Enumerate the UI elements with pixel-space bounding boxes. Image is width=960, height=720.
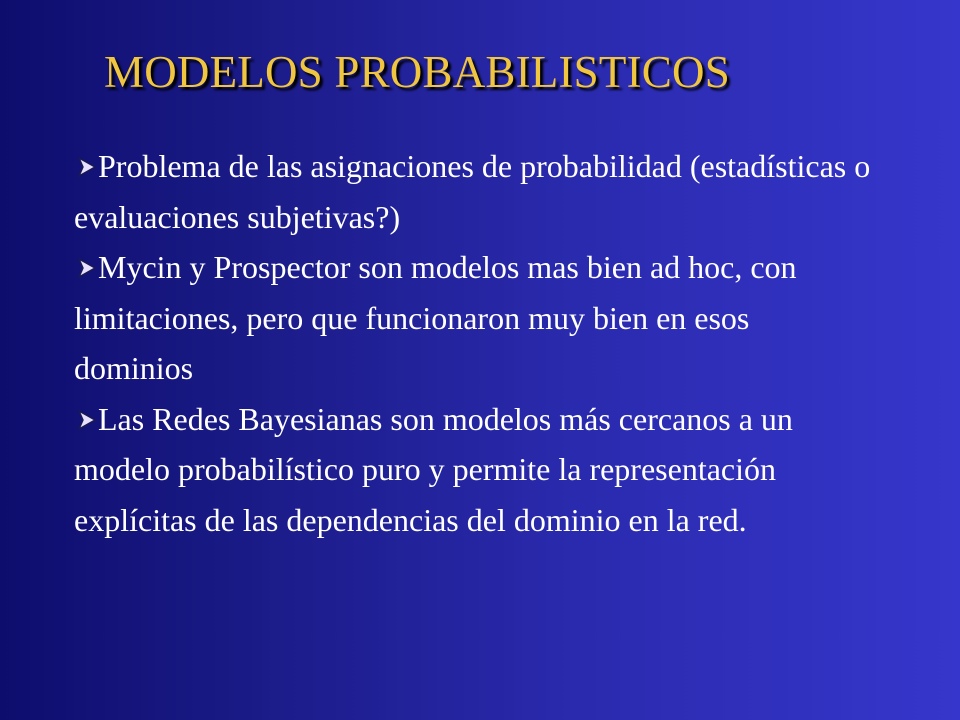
arrow-bullet-icon <box>76 409 98 431</box>
bullet-item <box>74 242 874 394</box>
slide-title: MODELOS PROBABILISTICOS <box>104 47 730 97</box>
bullet-list <box>74 141 874 545</box>
arrow-bullet-icon <box>76 156 98 178</box>
arrow-bullet-icon <box>76 257 98 279</box>
bullet-item <box>74 141 874 242</box>
bullet-item <box>74 394 874 546</box>
bullet-text: Problema de las asignaciones de probabilidad (estadísticas o evaluaciones subjetivas?) <box>74 148 871 235</box>
bullet-text: Mycin y Prospector son modelos mas bien ad hoc, con limitaciones, pero que funcionaron muy bien en esos dominios <box>74 249 797 386</box>
bullet-text: Las Redes Bayesianas son modelos más cercanos a un modelo probabilístico puro y permite la representación explícitas de las dependencias del dominio en la red. <box>74 400 793 538</box>
